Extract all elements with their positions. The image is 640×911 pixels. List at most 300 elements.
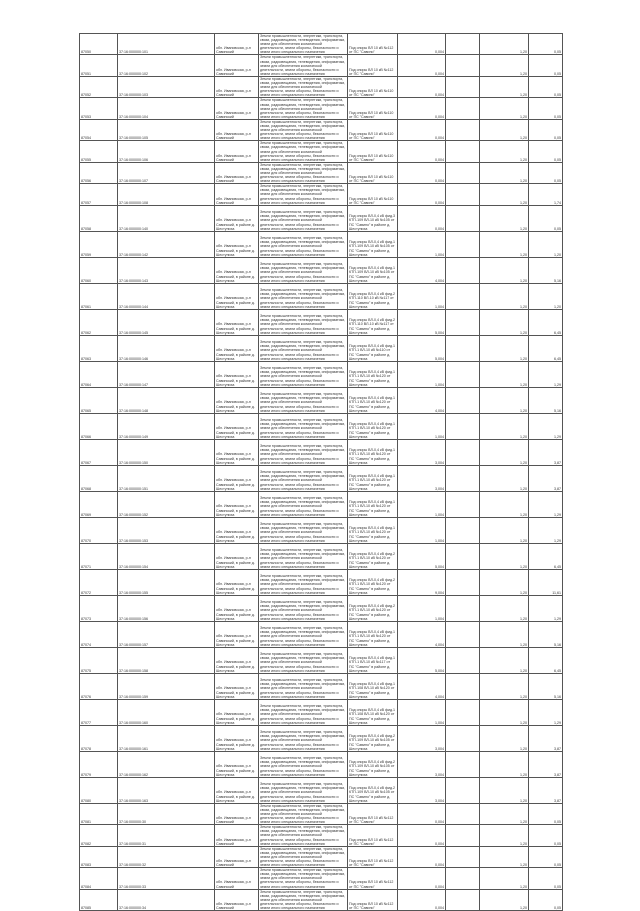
purpose-cell: Под опоры ВЛ-0,4 кВ фид.1 КТП-1 ВЛ-10 кВ №117 от ПС "Савино" в районе д. Шестуниха (348, 647, 398, 673)
rate-cell: 1,20 (480, 751, 529, 777)
address-cell: обл. Ивановская, р-н Савинский (215, 55, 259, 76)
rate-cell: 1,20 (480, 76, 529, 97)
tax-cell: 0,05 (529, 889, 563, 910)
cadastral-number-cell: 37:16:000000:151 (118, 465, 215, 491)
land-category-cell: Земли промышленности, энергетики, транспорта, связи, радиовещания, телевидения, информатики, земли для обеспечения космической деятельности, земли обороны, безопасности и земли иного специального назначения (259, 621, 348, 647)
land-category-cell: Земли промышленности, энергетики, транспорта, связи, радиовещания, телевидения, информатики, земли для обеспечения космической деятельности, земли обороны, безопасности и земли иного специального назначения (259, 699, 348, 725)
rate-cell: 1,20 (480, 309, 529, 335)
row-number-cell: 87069 (80, 491, 118, 517)
tax-cell: 11,61 (529, 569, 563, 595)
table-row (80, 119, 563, 140)
address-cell: обл. Ивановская, р-н Савинский, в районе д. Шестуниха (215, 569, 259, 595)
row-number-cell: 87075 (80, 647, 118, 673)
purpose-cell: Под опоры ВЛ-0,4 кВ фид.1 КТП-1 ВЛ-10 кВ №120 от ПС "Савино" в районе д. Шестуниха (348, 361, 398, 387)
purpose-cell: Под опоры ВЛ-0,4 кВ фид.1 КТП-1 ВЛ-10 кВ №120 от ПС "Савино" в районе д. Шестуниха (348, 517, 398, 543)
purpose-cell: Под опоры ВЛ 10 кВ №110 от ПС "Савино" (348, 141, 398, 162)
purpose-cell: Под опоры ВЛ-0,4 кВ фид.1 КТП-109 ВЛ-10 кВ №105 от ПС "Савино" в районе д. Шестуниха (348, 231, 398, 257)
rate-cell: 1,20 (480, 119, 529, 140)
land-category-cell: Земли промышленности, энергетики, транспорта, связи, радиовещания, телевидения, информатики, земли для обеспечения космической деятельности, земли обороны, безопасности и земли иного специального назначения (259, 465, 348, 491)
empty-cell (446, 309, 480, 335)
empty-cell (446, 439, 480, 465)
land-category-cell: Земли промышленности, энергетики, транспорта, связи, радиовещания, телевидения, информатики, земли для обеспечения космической деятельности, земли обороны, безопасности и земли иного специального назначения (259, 205, 348, 231)
area-cell: 1,004 (398, 361, 446, 387)
area-cell: 1,004 (398, 413, 446, 439)
land-category-cell: Земли промышленности, энергетики, транспорта, связи, радиовещания, телевидения, информатики, земли для обеспечения космической деятельности, земли обороны, безопасности и земли иного специального назначения (259, 595, 348, 621)
area-cell: 0,004 (398, 98, 446, 119)
rate-cell: 1,20 (480, 777, 529, 803)
address-cell: обл. Ивановская, р-н Савинский (215, 141, 259, 162)
table-row (80, 413, 563, 439)
tax-cell: 0,05 (529, 98, 563, 119)
purpose-cell: Под опоры ВЛ-0,4 кВ фид.2 КТП-1 ВЛ-10 кВ №120 от ПС "Савино" в районе д. Шестуниха (348, 569, 398, 595)
table-row (80, 55, 563, 76)
cadastral-number-cell: 37:16:000000:101 (118, 34, 215, 55)
row-number-cell: 87056 (80, 162, 118, 183)
empty-cell (446, 55, 480, 76)
cadastral-number-cell: 37:16:000000:162 (118, 751, 215, 777)
empty-cell (446, 76, 480, 97)
address-cell: обл. Ивановская, р-н Савинский (215, 119, 259, 140)
table-row (80, 725, 563, 751)
area-cell: 0,004 (398, 846, 446, 867)
address-cell: обл. Ивановская, р-н Савинский, в районе д. Шестуниха (215, 309, 259, 335)
rate-cell: 1,20 (480, 647, 529, 673)
empty-cell (446, 517, 480, 543)
address-cell: обл. Ивановская, р-н Савинский, в районе д. Шестуниха (215, 387, 259, 413)
rate-cell: 1,20 (480, 387, 529, 413)
row-number-cell: 87067 (80, 439, 118, 465)
land-category-cell: Земли промышленности, энергетики, транспорта, связи, радиовещания, телевидения, информатики, земли для обеспечения космической деятельности, земли обороны, безопасности и земли иного специального назначения (259, 34, 348, 55)
row-number-cell: 87077 (80, 699, 118, 725)
rate-cell: 1,20 (480, 491, 529, 517)
row-number-cell: 87065 (80, 387, 118, 413)
table-row (80, 162, 563, 183)
address-cell: обл. Ивановская, р-н Савинский, в районе д. Шестуниха (215, 543, 259, 569)
tax-cell: 1,29 (529, 491, 563, 517)
table-row (80, 257, 563, 283)
address-cell: обл. Ивановская, р-н Савинский (215, 184, 259, 205)
table-row (80, 184, 563, 205)
address-cell: обл. Ивановская, р-н Савинский (215, 825, 259, 846)
tax-cell: 1,29 (529, 595, 563, 621)
land-category-cell: Земли промышленности, энергетики, транспорта, связи, радиовещания, телевидения, информатики, земли для обеспечения космической деятельности, земли обороны, безопасности и земли иного специального назначения (259, 257, 348, 283)
area-cell: 0,004 (398, 76, 446, 97)
area-cell: 3,004 (398, 465, 446, 491)
purpose-cell: Под опоры ВЛ 10 кВ №112 от ПС "Савино" (348, 55, 398, 76)
row-number-cell: 87063 (80, 335, 118, 361)
rate-cell: 1,20 (480, 673, 529, 699)
empty-cell (446, 777, 480, 803)
area-cell: 0,004 (398, 34, 446, 55)
tax-cell: 1,29 (529, 361, 563, 387)
tax-cell: 0,05 (529, 803, 563, 824)
tax-cell: 0,05 (529, 76, 563, 97)
address-cell: обл. Ивановская, р-н Савинский, в районе д. Шестуниха (215, 231, 259, 257)
row-number-cell: 87084 (80, 868, 118, 889)
tax-cell: 0,05 (529, 55, 563, 76)
cadastral-number-cell: 37:16:000000:144 (118, 283, 215, 309)
land-category-cell: Земли промышленности, энергетики, транспорта, связи, радиовещания, телевидения, информатики, земли для обеспечения космической деятельности, земли обороны, безопасности и земли иного специального назначения (259, 868, 348, 889)
address-cell: обл. Ивановская, р-н Савинский, в районе д. Шестуниха (215, 361, 259, 387)
row-number-cell: 87059 (80, 231, 118, 257)
empty-cell (446, 868, 480, 889)
table-row (80, 889, 563, 910)
area-cell: 0,004 (398, 119, 446, 140)
purpose-cell: Под опоры ВЛ-0,4 кВ фид.1 КТП-1 ВЛ-10 кВ №120 от ПС "Савино" в районе д. Шестуниха (348, 387, 398, 413)
cadastral-number-cell: 37:16:000000:153 (118, 517, 215, 543)
cadastral-number-cell: 37:16:000000:142 (118, 231, 215, 257)
table-row (80, 673, 563, 699)
row-number-cell: 87062 (80, 309, 118, 335)
land-category-cell: Земли промышленности, энергетики, транспорта, связи, радиовещания, телевидения, информатики, земли для обеспечения космической деятельности, земли обороны, безопасности и земли иного специального назначения (259, 846, 348, 867)
cadastral-number-cell: 37:16:000000:147 (118, 361, 215, 387)
row-number-cell: 87052 (80, 76, 118, 97)
empty-cell (446, 413, 480, 439)
tax-cell: 5,16 (529, 387, 563, 413)
empty-cell (446, 751, 480, 777)
land-category-cell: Земли промышленности, энергетики, транспорта, связи, радиовещания, телевидения, информатики, земли для обеспечения космической деятельности, земли обороны, безопасности и земли иного специального назначения (259, 647, 348, 673)
empty-cell (446, 465, 480, 491)
land-category-cell: Земли промышленности, энергетики, транспорта, связи, радиовещания, телевидения, информатики, земли для обеспечения космической деятельности, земли обороны, безопасности и земли иного специального назначения (259, 361, 348, 387)
cadastral-number-cell: 37:16:000000:107 (118, 162, 215, 183)
area-cell: 4,004 (398, 257, 446, 283)
row-number-cell: 87060 (80, 257, 118, 283)
purpose-cell: Под опоры ВЛ-0,4 кВ фид.2 КТП-109 ВЛ-10 кВ №105 от ПС "Савино" в районе д. Шестуниха (348, 751, 398, 777)
row-number-cell: 87082 (80, 825, 118, 846)
table-row (80, 868, 563, 889)
cadastral-number-cell: 37:16:000000:108 (118, 184, 215, 205)
table-row (80, 98, 563, 119)
rate-cell: 1,20 (480, 98, 529, 119)
table-row (80, 517, 563, 543)
land-category-cell: Земли промышленности, энергетики, транспорта, связи, радиовещания, телевидения, информатики, земли для обеспечения космической деятельности, земли обороны, безопасности и земли иного специального назначения (259, 309, 348, 335)
cadastral-number-cell: 37:16:000000:143 (118, 257, 215, 283)
row-number-cell: 87066 (80, 413, 118, 439)
area-cell: 9,004 (398, 569, 446, 595)
area-cell: 4,004 (398, 387, 446, 413)
rate-cell: 1,20 (480, 34, 529, 55)
empty-cell (446, 283, 480, 309)
area-cell: 0,004 (398, 141, 446, 162)
tax-cell: 0,05 (529, 205, 563, 231)
table-row (80, 777, 563, 803)
empty-cell (446, 335, 480, 361)
empty-cell (446, 543, 480, 569)
area-cell: 0,004 (398, 162, 446, 183)
table-row (80, 595, 563, 621)
row-number-cell: 87073 (80, 595, 118, 621)
rate-cell: 1,20 (480, 361, 529, 387)
area-cell: 3,004 (398, 725, 446, 751)
area-cell: 3,004 (398, 777, 446, 803)
rate-cell: 1,20 (480, 465, 529, 491)
purpose-cell: Под опоры ВЛ 10 кВ №112 от ПС "Савино" (348, 889, 398, 910)
row-number-cell: 87072 (80, 569, 118, 595)
land-category-cell: Земли промышленности, энергетики, транспорта, связи, радиовещания, телевидения, информатики, земли для обеспечения космической деятельности, земли обороны, безопасности и земли иного специального назначения (259, 387, 348, 413)
tax-cell: 3,87 (529, 777, 563, 803)
rate-cell: 1,20 (480, 55, 529, 76)
empty-cell (446, 803, 480, 824)
empty-cell (446, 141, 480, 162)
row-number-cell: 87074 (80, 621, 118, 647)
empty-cell (446, 162, 480, 183)
cadastral-number-cell: 37:16:000000:152 (118, 491, 215, 517)
address-cell: обл. Ивановская, р-н Савинский, в районе д. Шестуниха (215, 647, 259, 673)
rate-cell: 1,20 (480, 184, 529, 205)
empty-cell (446, 205, 480, 231)
row-number-cell: 87085 (80, 889, 118, 910)
rate-cell: 1,20 (480, 595, 529, 621)
row-number-cell: 87071 (80, 543, 118, 569)
row-number-cell: 87068 (80, 465, 118, 491)
table-body (80, 34, 563, 911)
cadastral-number-cell: 37:16:000000:157 (118, 621, 215, 647)
area-cell: 1,004 (398, 517, 446, 543)
purpose-cell: Под опоры ВЛ 10 кВ №112 от ПС "Савино" (348, 846, 398, 867)
table-row (80, 491, 563, 517)
tax-cell: 3,87 (529, 465, 563, 491)
address-cell: обл. Ивановская, р-н Савинский, в районе д. Шестуниха (215, 413, 259, 439)
cadastral-number-cell: 37:16:000000:150 (118, 439, 215, 465)
empty-cell (446, 361, 480, 387)
table-row (80, 803, 563, 824)
cadastral-number-cell: 37:16:000000:105 (118, 119, 215, 140)
land-category-cell: Земли промышленности, энергетики, транспорта, связи, радиовещания, телевидения, информатики, земли для обеспечения космической деятельности, земли обороны, безопасности и земли иного специального назначения (259, 777, 348, 803)
rate-cell: 1,20 (480, 257, 529, 283)
rate-cell: 1,20 (480, 141, 529, 162)
land-category-cell: Земли промышленности, энергетики, транспорта, связи, радиовещания, телевидения, информатики, земли для обеспечения космической деятельности, земли обороны, безопасности и земли иного специального назначения (259, 673, 348, 699)
purpose-cell: Под опоры ВЛ-0,4 кВ фид.3 КТП-109 ВЛ-10 кВ №105 от ПС "Савино" в районе д. Шестуниха (348, 205, 398, 231)
rate-cell: 1,20 (480, 889, 529, 910)
row-number-cell: 87080 (80, 777, 118, 803)
empty-cell (446, 725, 480, 751)
cadastral-number-cell: 37:16:000000:146 (118, 335, 215, 361)
land-category-cell: Земли промышленности, энергетики, транспорта, связи, радиовещания, телевидения, информатики, земли для обеспечения космической деятельности, земли обороны, безопасности и земли иного специального назначения (259, 439, 348, 465)
purpose-cell: Под опоры ВЛ-0,4 кВ фид.1 КТП-109 ВЛ-10 кВ №105 от ПС "Савино" в районе д. Шестуниха (348, 257, 398, 283)
purpose-cell: Под опоры ВЛ-0,4 кВ фид.2 КТП-110 ВЛ-10 кВ №117 от ПС "Савино" в районе д. Шестуниха (348, 309, 398, 335)
cadastral-number-cell: 37:16:000000:158 (118, 647, 215, 673)
area-cell: 1,004 (398, 491, 446, 517)
cadastral-number-cell: 37:16:000000:32 (118, 846, 215, 867)
table-row (80, 309, 563, 335)
empty-cell (446, 257, 480, 283)
empty-cell (446, 34, 480, 55)
rate-cell: 1,20 (480, 846, 529, 867)
rate-cell: 1,20 (480, 283, 529, 309)
row-number-cell: 87053 (80, 98, 118, 119)
tax-cell: 1,20 (529, 283, 563, 309)
table-row (80, 231, 563, 257)
land-category-cell: Земли промышленности, энергетики, транспорта, связи, радиовещания, телевидения, информатики, земли для обеспечения космической деятельности, земли обороны, безопасности и земли иного специального назначения (259, 184, 348, 205)
table-row (80, 76, 563, 97)
area-cell: 5,004 (398, 543, 446, 569)
purpose-cell: Под опоры ВЛ 10 кВ №110 от ПС "Савино" (348, 119, 398, 140)
empty-cell (446, 825, 480, 846)
rate-cell: 1,20 (480, 569, 529, 595)
row-number-cell: 87076 (80, 673, 118, 699)
land-category-cell: Земли промышленности, энергетики, транспорта, связи, радиовещания, телевидения, информатики, земли для обеспечения космической деятельности, земли обороны, безопасности и земли иного специального назначения (259, 803, 348, 824)
purpose-cell: Под опоры ВЛ-0,4 кВ фид.1 КТП-1 ВЛ-10 кВ №120 от ПС "Савино" в районе д. Шестуниха (348, 621, 398, 647)
purpose-cell: Под опоры ВЛ-0,4 кВ фид.1 КТП-1 ВЛ-10 кВ №120 от ПС "Савино" в районе д. Шестуниха (348, 491, 398, 517)
purpose-cell: Под опоры ВЛ-0,4 кВ фид.2 КТП-110 ВЛ-10 кВ №117 от ПС "Савино" в районе д. Шестуниха (348, 283, 398, 309)
tax-cell: 0,05 (529, 34, 563, 55)
rate-cell: 1,20 (480, 335, 529, 361)
table-row (80, 387, 563, 413)
purpose-cell: Под опоры ВЛ-0,4 кВ фид.1 КТП-108 ВЛ-10 кВ №120 от ПС "Савино" в районе д. Шестуниха (348, 699, 398, 725)
land-category-cell: Земли промышленности, энергетики, транспорта, связи, радиовещания, телевидения, информатики, земли для обеспечения космической деятельности, земли обороны, безопасности и земли иного специального назначения (259, 413, 348, 439)
tax-cell: 5,16 (529, 621, 563, 647)
table-row (80, 751, 563, 777)
table-row (80, 205, 563, 231)
land-category-cell: Земли промышленности, энергетики, транспорта, связи, радиовещания, телевидения, информатики, земли для обеспечения космической деятельности, земли обороны, безопасности и земли иного специального назначения (259, 825, 348, 846)
area-cell: 1,004 (398, 283, 446, 309)
address-cell: обл. Ивановская, р-н Савинский (215, 846, 259, 867)
address-cell: обл. Ивановская, р-н Савинский (215, 889, 259, 910)
address-cell: обл. Ивановская, р-н Савинский, в районе д. Шестуниха (215, 257, 259, 283)
tax-cell: 1,20 (529, 231, 563, 257)
purpose-cell: Под опоры ВЛ-0,4 кВ фид.1 КТП-1 ВЛ-10 кВ №120 от ПС "Савино" в районе д. Шестуниха (348, 439, 398, 465)
tax-cell: 6,45 (529, 543, 563, 569)
row-number-cell: 87058 (80, 205, 118, 231)
row-number-cell: 87055 (80, 141, 118, 162)
tax-cell: 6,45 (529, 647, 563, 673)
empty-cell (446, 231, 480, 257)
cadastral-number-cell: 37:16:000000:155 (118, 569, 215, 595)
cadastral-number-cell: 37:16:000000:156 (118, 595, 215, 621)
rate-cell: 1,20 (480, 699, 529, 725)
cadastral-number-cell: 37:16:000000:160 (118, 699, 215, 725)
table-row (80, 439, 563, 465)
rate-cell: 1,20 (480, 803, 529, 824)
address-cell: обл. Ивановская, р-н Савинский (215, 76, 259, 97)
cadastral-number-cell: 37:16:000000:34 (118, 889, 215, 910)
cadastral-number-cell: 37:16:000000:145 (118, 309, 215, 335)
purpose-cell: Под опоры ВЛ 10 кВ №112 от ПС "Савино" (348, 803, 398, 824)
purpose-cell: Под опоры ВЛ 10 кВ №110 от ПС "Савино" (348, 76, 398, 97)
address-cell: обл. Ивановская, р-н Савинский (215, 868, 259, 889)
cadastral-number-cell: 37:16:000000:30 (118, 803, 215, 824)
land-category-cell: Земли промышленности, энергетики, транспорта, связи, радиовещания, телевидения, информатики, земли для обеспечения космической деятельности, земли обороны, безопасности и земли иного специального назначения (259, 543, 348, 569)
cadastral-number-cell: 37:16:000000:102 (118, 55, 215, 76)
land-category-cell: Земли промышленности, энергетики, транспорта, связи, радиовещания, телевидения, информатики, земли для обеспечения космической деятельности, земли обороны, безопасности и земли иного специального назначения (259, 98, 348, 119)
cadastral-number-cell: 37:16:000000:31 (118, 825, 215, 846)
purpose-cell: Под опоры ВЛ 10 кВ №110 от ПС "Савино" (348, 184, 398, 205)
cadastral-number-cell: 37:16:000000:161 (118, 725, 215, 751)
tax-cell: 0,05 (529, 141, 563, 162)
area-cell: 0,004 (398, 803, 446, 824)
empty-cell (446, 699, 480, 725)
address-cell: обл. Ивановская, р-н Савинский, в районе д. Шестуниха (215, 517, 259, 543)
address-cell: обл. Ивановская, р-н Савинский (215, 34, 259, 55)
purpose-cell: Под опоры ВЛ-0,4 кВ фид.1 КТП-108 ВЛ-10 кВ №120 от ПС "Савино" в районе д. Шестуниха (348, 673, 398, 699)
area-cell: 1,004 (398, 231, 446, 257)
tax-cell: 3,87 (529, 439, 563, 465)
table-row (80, 465, 563, 491)
empty-cell (446, 673, 480, 699)
table-row (80, 569, 563, 595)
row-number-cell: 87079 (80, 751, 118, 777)
address-cell: обл. Ивановская, р-н Савинский, в районе д. Шестуниха (215, 725, 259, 751)
cadastral-number-cell: 37:16:000000:33 (118, 868, 215, 889)
area-cell: 0,004 (398, 55, 446, 76)
table-row (80, 846, 563, 867)
land-category-cell: Земли промышленности, энергетики, транспорта, связи, радиовещания, телевидения, информатики, земли для обеспечения космической деятельности, земли обороны, безопасности и земли иного специального назначения (259, 141, 348, 162)
land-category-cell: Земли промышленности, энергетики, транспорта, связи, радиовещания, телевидения, информатики, земли для обеспечения космической деятельности, земли обороны, безопасности и земли иного специального назначения (259, 55, 348, 76)
cadastral-number-cell: 37:16:000000:149 (118, 413, 215, 439)
tax-cell: 5,16 (529, 257, 563, 283)
area-cell: 4,004 (398, 673, 446, 699)
area-cell: 5,004 (398, 647, 446, 673)
address-cell: обл. Ивановская, р-н Савинский, в районе д. Шестуниха (215, 777, 259, 803)
area-cell: 1,004 (398, 595, 446, 621)
purpose-cell: Под опоры ВЛ 10 кВ №112 от ПС "Савино" (348, 34, 398, 55)
rate-cell: 1,20 (480, 231, 529, 257)
purpose-cell: Под опоры ВЛ 10 кВ №112 от ПС "Савино" (348, 868, 398, 889)
empty-cell (446, 119, 480, 140)
row-number-cell: 87078 (80, 725, 118, 751)
table-row (80, 335, 563, 361)
area-cell: 0,004 (398, 889, 446, 910)
purpose-cell: Под опоры ВЛ-0,4 кВ фид.1 КТП-1 ВЛ-10 кВ №110 от ПС "Савино" в районе д. Шестуниха (348, 335, 398, 361)
land-category-cell: Земли промышленности, энергетики, транспорта, связи, радиовещания, телевидения, информатики, земли для обеспечения космической деятельности, земли обороны, безопасности и земли иного специального назначения (259, 335, 348, 361)
empty-cell (446, 98, 480, 119)
land-category-cell: Земли промышленности, энергетики, транспорта, связи, радиовещания, телевидения, информатики, земли для обеспечения космической деятельности, земли обороны, безопасности и земли иного специального назначения (259, 162, 348, 183)
empty-cell (446, 621, 480, 647)
address-cell: обл. Ивановская, р-н Савинский, в районе д. Шестуниха (215, 335, 259, 361)
rate-cell: 1,20 (480, 725, 529, 751)
tax-cell: 1,74 (529, 184, 563, 205)
area-cell: 0,004 (398, 868, 446, 889)
tax-cell: 5,16 (529, 673, 563, 699)
table-row (80, 825, 563, 846)
empty-cell (446, 889, 480, 910)
tax-cell: 1,29 (529, 413, 563, 439)
empty-cell (446, 846, 480, 867)
area-cell: 4,004 (398, 621, 446, 647)
empty-cell (446, 491, 480, 517)
tax-cell: 3,87 (529, 725, 563, 751)
land-category-cell: Земли промышленности, энергетики, транспорта, связи, радиовещания, телевидения, информатики, земли для обеспечения космической деятельности, земли обороны, безопасности и земли иного специального назначения (259, 889, 348, 910)
tax-cell: 0,05 (529, 119, 563, 140)
area-cell: 0,004 (398, 184, 446, 205)
cadastral-number-cell: 37:16:000000:154 (118, 543, 215, 569)
address-cell: обл. Ивановская, р-н Савинский, в районе д. Шестуниха (215, 621, 259, 647)
area-cell: 0,004 (398, 205, 446, 231)
empty-cell (446, 184, 480, 205)
land-plot-table (79, 33, 563, 911)
cadastral-number-cell: 37:16:000000:148 (118, 387, 215, 413)
table-row (80, 283, 563, 309)
row-number-cell: 87083 (80, 846, 118, 867)
land-category-cell: Земли промышленности, энергетики, транспорта, связи, радиовещания, телевидения, информатики, земли для обеспечения космической деятельности, земли обороны, безопасности и земли иного специального назначения (259, 231, 348, 257)
area-cell: 1,004 (398, 699, 446, 725)
address-cell: обл. Ивановская, р-н Савинский, в районе д. Шестуниха (215, 595, 259, 621)
table-row (80, 141, 563, 162)
cadastral-number-cell: 37:16:000000:140 (118, 205, 215, 231)
address-cell: обл. Ивановская, р-н Савинский, в районе д. Шестуниха (215, 491, 259, 517)
area-cell: 0,004 (398, 825, 446, 846)
tax-cell: 1,29 (529, 699, 563, 725)
rate-cell: 1,20 (480, 162, 529, 183)
table-row (80, 543, 563, 569)
land-category-cell: Земли промышленности, энергетики, транспорта, связи, радиовещания, телевидения, информатики, земли для обеспечения космической деятельности, земли обороны, безопасности и земли иного специального назначения (259, 76, 348, 97)
address-cell: обл. Ивановская, р-н Савинский, в районе д. Шестуниха (215, 699, 259, 725)
cadastral-number-cell: 37:16:000000:106 (118, 141, 215, 162)
purpose-cell: Под опоры ВЛ 10 кВ №112 от ПС "Савино" (348, 825, 398, 846)
row-number-cell: 87061 (80, 283, 118, 309)
row-number-cell: 87057 (80, 184, 118, 205)
address-cell: обл. Ивановская, р-н Савинский, в районе д. Шестуниха (215, 439, 259, 465)
